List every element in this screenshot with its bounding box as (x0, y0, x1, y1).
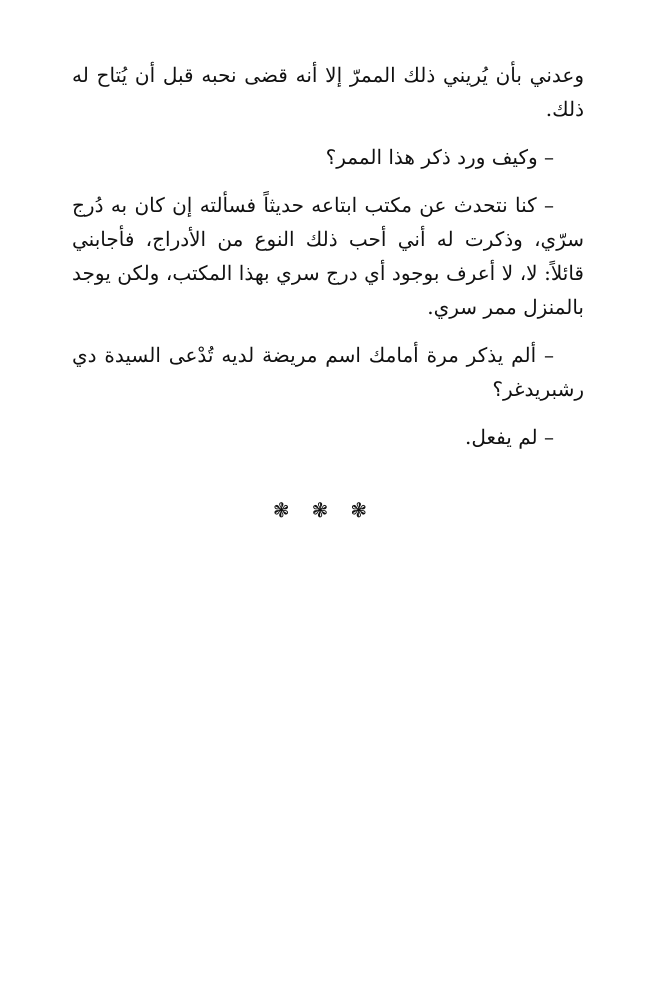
paragraph-1: وعدني بأن يُريني ذلك الممرّ إلا أنه قضى نحبه قبل أن يُتاح له ذلك. (72, 63, 584, 121)
asterism-glyphs: ❃❃❃ (272, 498, 390, 522)
page-text (72, 58, 584, 468)
paragraph-3: – كنا نتحدث عن مكتب ابتاعه حديثاً فسألته إن كان به دُرج سرّي، وذكرت له أني أحب ذلك النوع من الأدراج، فأجابني قائلاً: لا، لا أعرف بوجود أي درج سري بهذا المكتب، ولكن يوجد بالمنزل ممر سري. (72, 193, 585, 319)
paragraph-4: – ألم يذكر مرة أمامك اسم مريضة لديه تُدْعى السيدة دي رشبريدغر؟ (72, 343, 584, 401)
paragraph-5: – لم يفعل. (465, 425, 554, 449)
section-separator (0, 498, 651, 522)
paragraph-2: – وكيف ورد ذكر هذا الممر؟ (325, 145, 554, 169)
